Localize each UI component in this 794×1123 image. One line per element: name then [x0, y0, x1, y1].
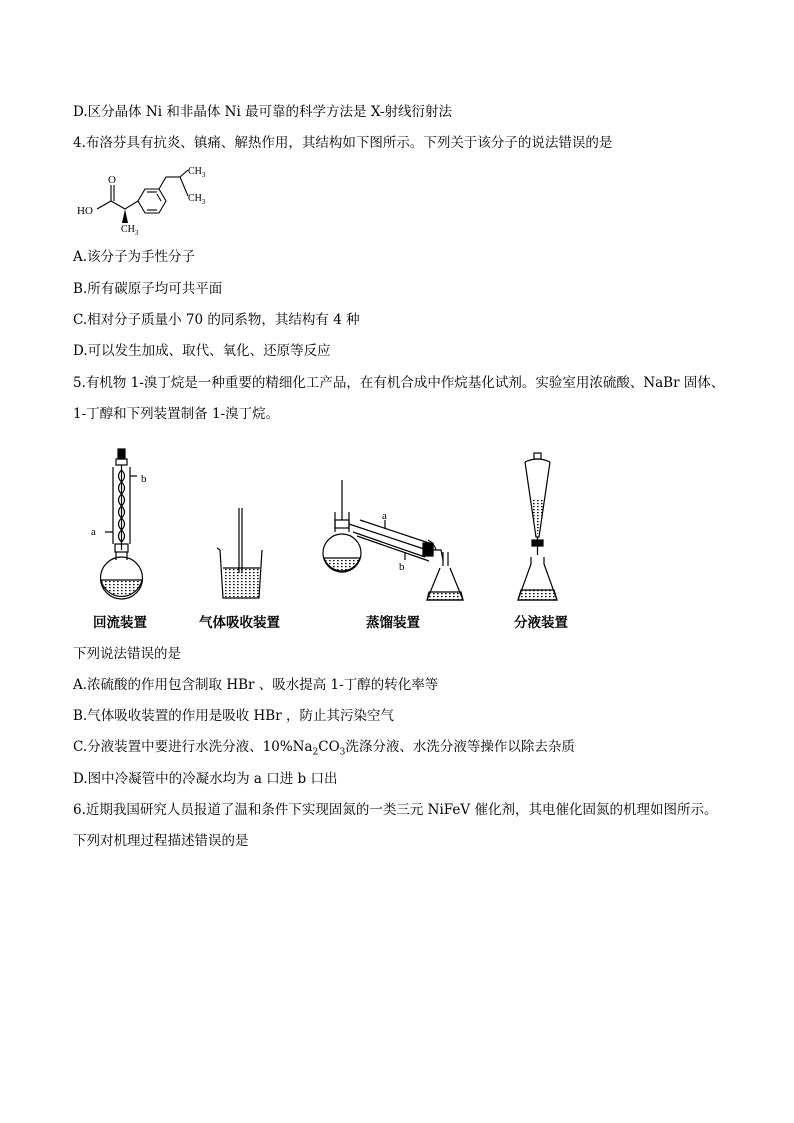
q3-option-d: D.区分晶体 Ni 和非晶体 Ni 最可靠的科学方法是 X-射线衍射法 — [73, 104, 453, 120]
apparatus-figure — [85, 440, 585, 616]
ibuprofen-svg — [73, 160, 233, 236]
ibuprofen-structure — [73, 160, 233, 240]
reflux-label-a: a — [91, 526, 96, 538]
q6-stem-line1: 6.近期我国研究人员报道了温和条件下实现固氮的一类三元 NiFeV 催化剂，其电催化固氮的机理如图所示。 — [73, 802, 718, 818]
gas-absorption-apparatus — [217, 508, 262, 598]
caption-gas-absorb: 气体吸收装置 — [199, 615, 280, 631]
caption-reflux: 回流装置 — [93, 615, 147, 631]
ch3-top-label: $CH_3$ — [188, 166, 206, 179]
q4-option-d: D.可以发生加成、取代、氧化、还原等反应 — [73, 343, 331, 359]
q5-option-c: C.分液装置中要进行水洗分液、$10\%Na_2CO_3$洗涤分液、水洗分液等操作以除去杂质 — [73, 739, 575, 758]
ch3-right-label: $CH_3$ — [188, 193, 206, 206]
q5-stem-line2: 1-丁醇和下列装置制备 1-溴丁烷。 — [73, 406, 280, 422]
q4-option-c: C.相对分子质量小 70 的同系物，其结构有 4 种 — [73, 312, 360, 328]
ho-label: HO — [77, 205, 93, 217]
caption-separate: 分液装置 — [514, 615, 568, 631]
q6-stem-line2: 下列对机理过程描述错误的是 — [73, 833, 249, 849]
q4-option-b: B.所有碳原子均可共平面 — [73, 281, 223, 297]
distill-label-b: b — [399, 561, 405, 573]
q5-question: 下列说法错误的是 — [73, 646, 181, 662]
q5-stem-line1: 5.有机物 1-溴丁烷是一种重要的精细化工产品，在有机合成中作烷基化试剂。实验室用浓硫酸、NaBr 固体、 — [73, 375, 725, 391]
q4-stem: 4.布洛芬具有抗炎、镇痛、解热作用，其结构如下图所示。下列关于该分子的说法错误的是 — [73, 135, 613, 151]
q4-option-a: A.该分子为手性分子 — [73, 249, 196, 265]
distillation-apparatus — [323, 480, 463, 600]
caption-distill: 蒸馏装置 — [366, 615, 420, 631]
o-label: O — [108, 174, 116, 186]
distill-label-a: a — [382, 510, 387, 522]
q5-option-a: A.浓硫酸的作用包含制取 HBr 、吸水提高 1-丁醇的转化率等 — [73, 677, 439, 693]
q5-option-d: D.图中冷凝管中的冷凝水均为 a 口进 b 口出 — [73, 771, 338, 787]
ch3-bottom-label: $CH_3$ — [121, 224, 139, 236]
separatory-apparatus — [518, 453, 557, 600]
q5-option-b: B.气体吸收装置的作用是吸收 HBr ，防止其污染空气 — [73, 708, 394, 724]
reflux-label-b: b — [141, 473, 147, 485]
reflux-apparatus — [101, 449, 143, 599]
